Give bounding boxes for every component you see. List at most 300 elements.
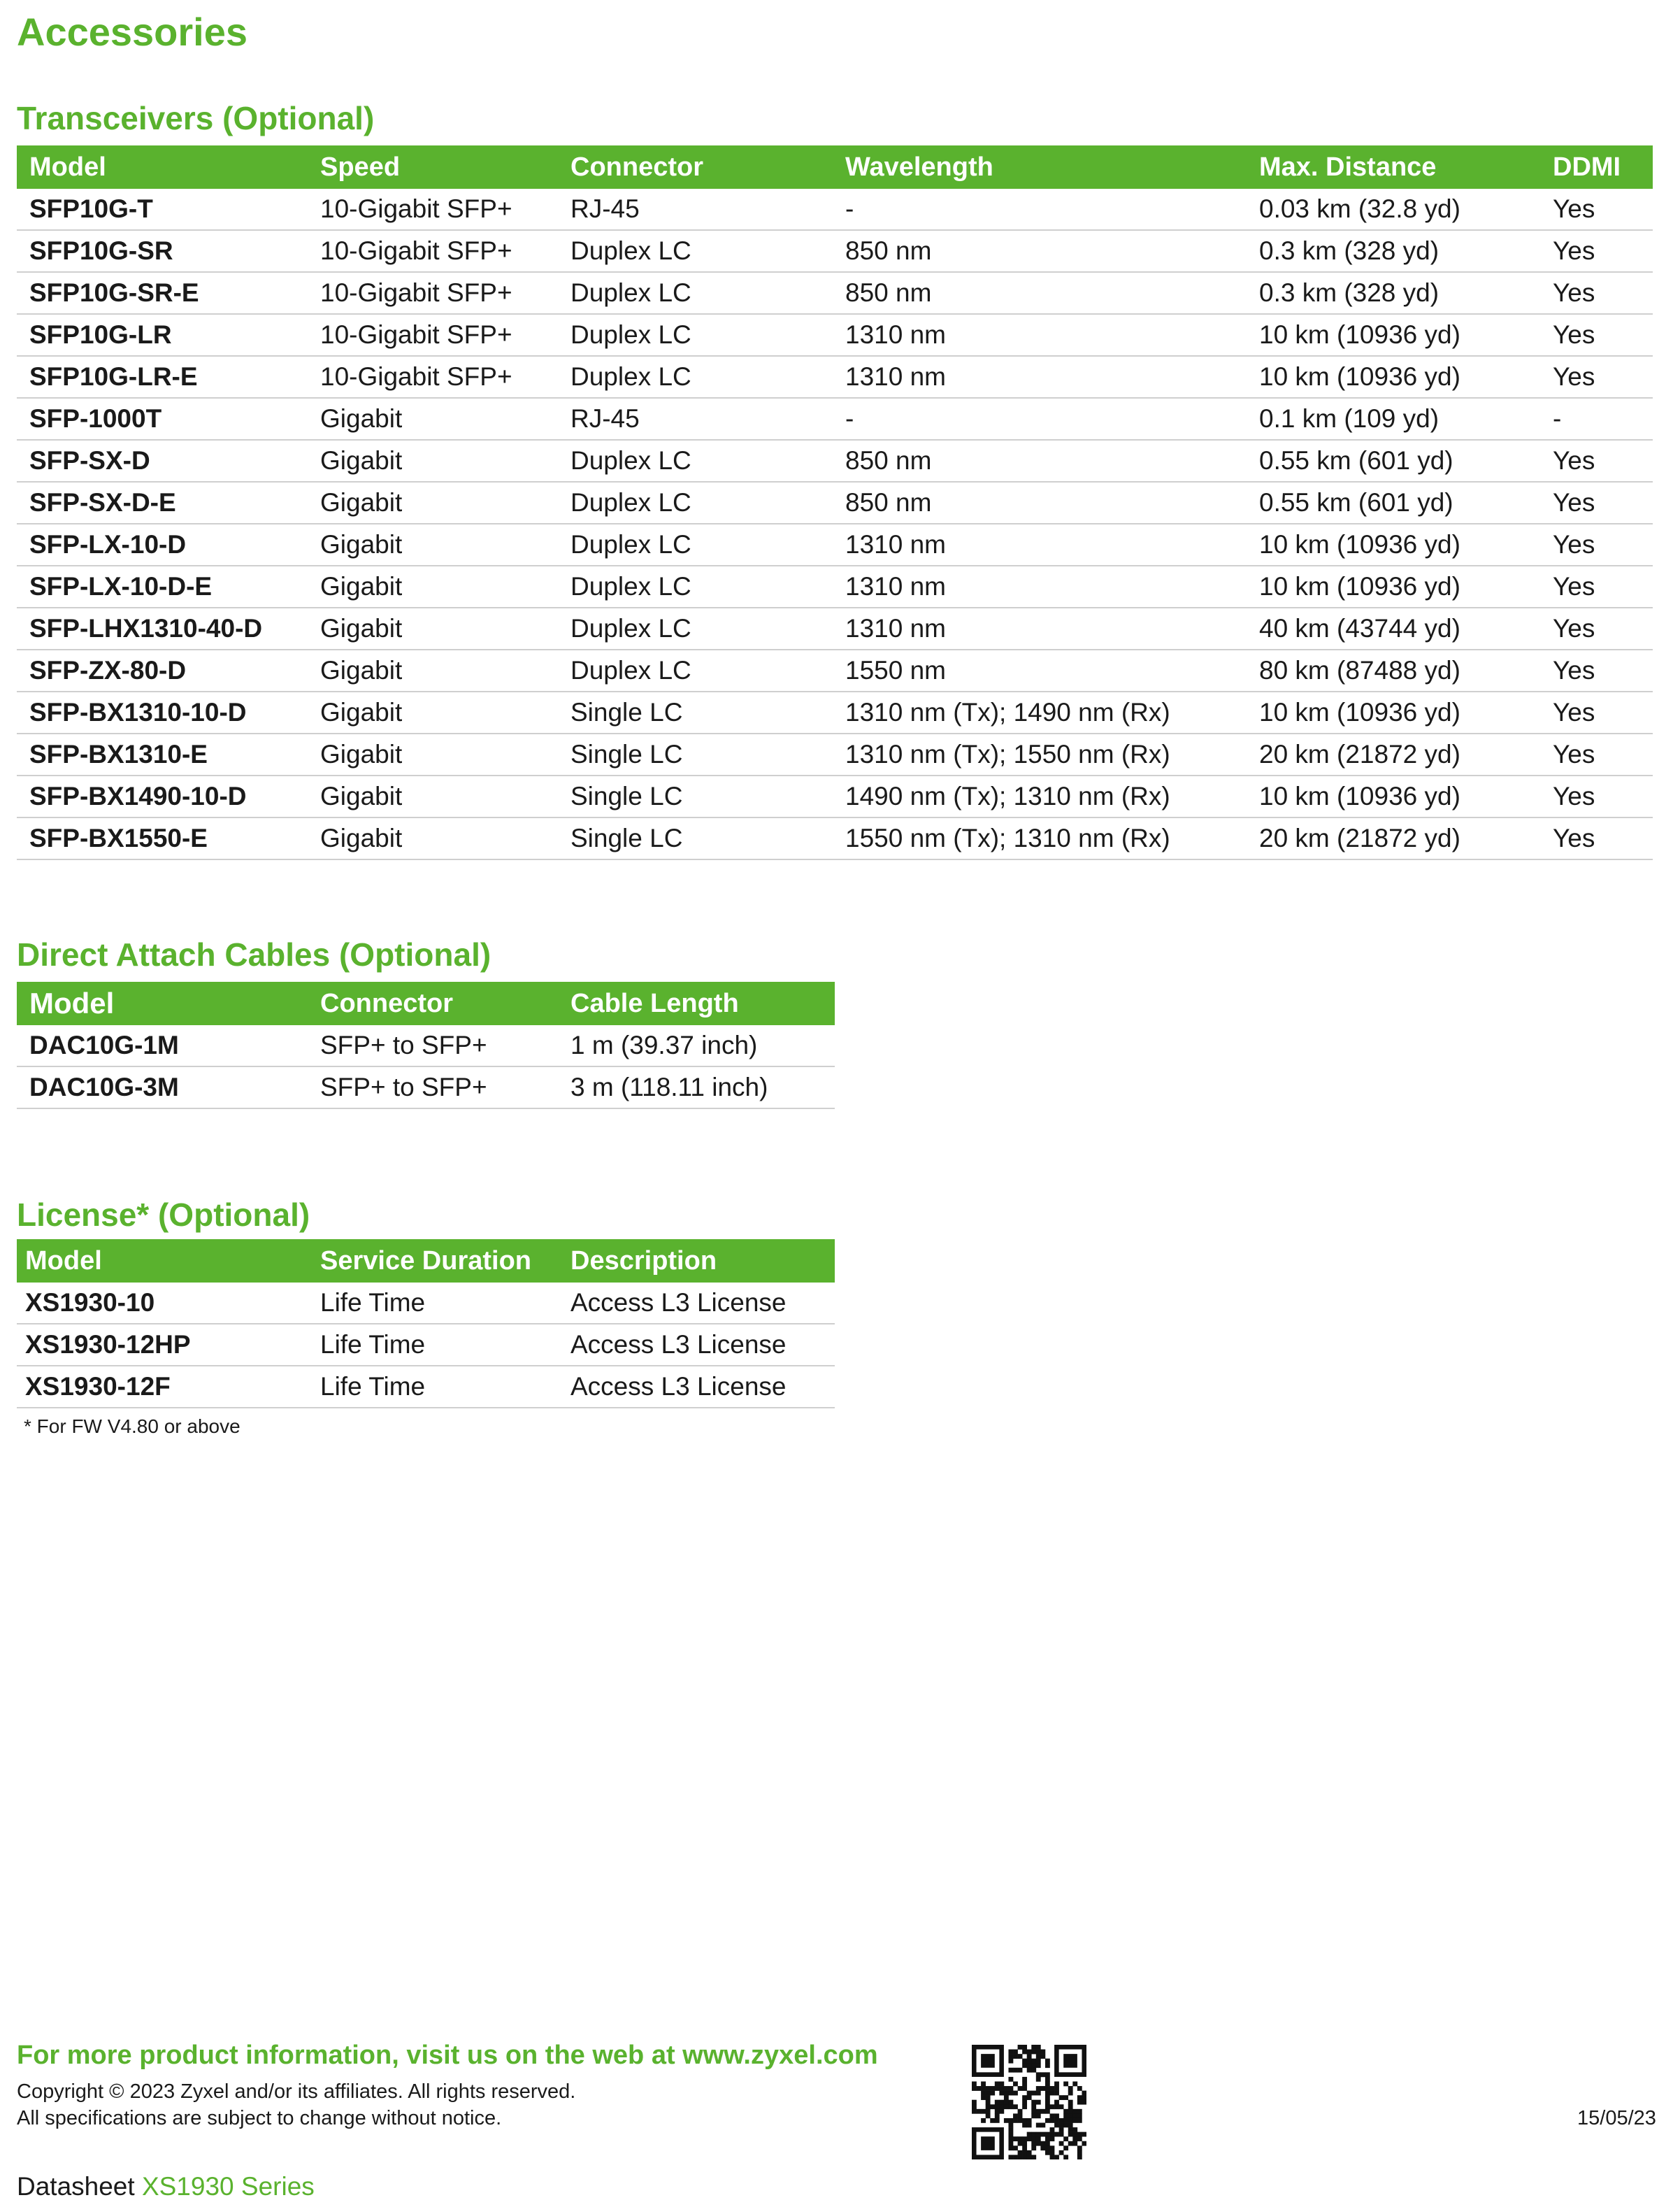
qr-module <box>1031 2091 1036 2096</box>
table-cell: Gigabit <box>308 776 558 817</box>
table-row <box>17 608 1653 650</box>
qr-module <box>986 2100 991 2105</box>
qr-finder-inner <box>1063 2054 1077 2068</box>
qr-module <box>977 2109 982 2114</box>
qr-module <box>1004 2095 1009 2100</box>
qr-module <box>1022 2050 1027 2055</box>
qr-module <box>1050 2086 1055 2091</box>
qr-module <box>1022 2141 1027 2146</box>
qr-module <box>1018 2150 1023 2155</box>
model-cell: SFP-LHX1310-40-D <box>17 608 308 650</box>
qr-module <box>1008 2104 1013 2109</box>
qr-module <box>1068 2086 1073 2091</box>
table-cell: Single LC <box>558 776 833 817</box>
qr-module <box>1008 2054 1013 2059</box>
table-cell: 1310 nm <box>833 314 1247 356</box>
table-cell: Access L3 License <box>558 1366 835 1408</box>
qr-module <box>1077 2095 1082 2100</box>
qr-module <box>1008 2100 1013 2105</box>
table-cell: 850 nm <box>833 272 1247 314</box>
model-cell: SFP10G-T <box>17 189 308 230</box>
table-cell: 850 nm <box>833 440 1247 482</box>
qr-module <box>995 2113 1000 2118</box>
qr-module <box>1068 2132 1073 2137</box>
qr-module <box>1068 2104 1073 2109</box>
qr-module <box>1022 2045 1027 2050</box>
qr-module <box>1059 2141 1064 2146</box>
qr-module <box>1077 2155 1082 2159</box>
model-cell: SFP10G-LR <box>17 314 308 356</box>
table-cell: 10 km (10936 yd) <box>1247 524 1540 566</box>
qr-module <box>1068 2123 1073 2128</box>
qr-module <box>1031 2104 1036 2109</box>
qr-module <box>1045 2118 1050 2123</box>
qr-module <box>1013 2145 1018 2150</box>
qr-module <box>1022 2136 1027 2141</box>
qr-module <box>995 2086 1000 2091</box>
table-cell: Gigabit <box>308 734 558 776</box>
qr-module <box>1013 2155 1018 2159</box>
table-cell: RJ-45 <box>558 189 833 230</box>
qr-module <box>1008 2155 1013 2159</box>
column-header: Connector <box>308 982 558 1025</box>
qr-module <box>1068 2109 1073 2114</box>
date-text: 15/05/23 <box>1577 2107 1656 2129</box>
qr-module <box>1050 2150 1055 2155</box>
qr-module <box>1008 2068 1013 2073</box>
table-cell: 10 km (10936 yd) <box>1247 356 1540 398</box>
table-cell: 10-Gigabit SFP+ <box>308 272 558 314</box>
qr-module <box>1072 2136 1077 2141</box>
qr-module <box>1050 2145 1055 2150</box>
qr-module <box>1040 2145 1045 2150</box>
qr-module <box>995 2104 1000 2109</box>
table-cell: 1310 nm (Tx); 1550 nm (Rx) <box>833 734 1247 776</box>
qr-module <box>1004 2100 1009 2105</box>
qr-module <box>1031 2045 1036 2050</box>
qr-module <box>1036 2063 1041 2068</box>
table-cell: 850 nm <box>833 482 1247 524</box>
table-row <box>17 734 1653 776</box>
qr-module <box>1013 2136 1018 2141</box>
model-cell: DAC10G-1M <box>17 1025 308 1066</box>
qr-module <box>981 2091 986 2096</box>
model-cell: DAC10G-3M <box>17 1066 308 1108</box>
qr-module <box>1022 2100 1027 2105</box>
qr-module <box>999 2109 1004 2114</box>
qr-module <box>1050 2132 1055 2137</box>
qr-module <box>1013 2050 1018 2055</box>
table-cell: 1550 nm <box>833 650 1247 692</box>
table-cell: 1310 nm (Tx); 1490 nm (Rx) <box>833 692 1247 734</box>
qr-module <box>1008 2118 1013 2123</box>
qr-module <box>1013 2081 1018 2086</box>
qr-module <box>1013 2118 1018 2123</box>
model-cell: SFP-1000T <box>17 398 308 440</box>
qr-module <box>1036 2113 1041 2118</box>
qr-module <box>1077 2136 1082 2141</box>
qr-module <box>972 2081 977 2086</box>
table-cell: Duplex LC <box>558 356 833 398</box>
qr-module <box>1031 2109 1036 2114</box>
qr-module <box>1072 2127 1077 2132</box>
qr-module <box>1027 2095 1032 2100</box>
table-row <box>17 230 1653 272</box>
table-cell: 0.3 km (328 yd) <box>1247 272 1540 314</box>
qr-module <box>1008 2145 1013 2150</box>
table-row <box>17 189 1653 230</box>
column-header: Wavelength <box>833 145 1247 189</box>
qr-module <box>1036 2123 1041 2128</box>
model-cell: XS1930-12HP <box>17 1324 308 1366</box>
model-cell: SFP-BX1310-E <box>17 734 308 776</box>
qr-module <box>1077 2145 1082 2150</box>
datasheet-label <box>17 2172 315 2201</box>
qr-module <box>1022 2059 1027 2064</box>
qr-module <box>1031 2063 1036 2068</box>
table-cell: Yes <box>1540 817 1653 859</box>
table-row <box>17 272 1653 314</box>
table-header-row <box>17 145 1653 189</box>
qr-module <box>1077 2118 1082 2123</box>
qr-module <box>1008 2136 1013 2141</box>
table-cell: 0.03 km (32.8 yd) <box>1247 189 1540 230</box>
qr-module <box>1077 2113 1082 2118</box>
qr-module <box>1022 2123 1027 2128</box>
qr-module <box>1072 2113 1077 2118</box>
table-cell: 0.3 km (328 yd) <box>1247 230 1540 272</box>
table-row <box>17 1283 835 1324</box>
qr-module <box>1050 2127 1055 2132</box>
qr-module <box>1050 2136 1055 2141</box>
qr-module <box>1018 2054 1023 2059</box>
table-cell: 10-Gigabit SFP+ <box>308 356 558 398</box>
qr-module <box>1040 2123 1045 2128</box>
qr-module <box>977 2086 982 2091</box>
table-cell: Duplex LC <box>558 314 833 356</box>
qr-module <box>1063 2113 1068 2118</box>
qr-module <box>999 2104 1004 2109</box>
qr-module <box>1040 2054 1045 2059</box>
qr-module <box>1054 2104 1059 2109</box>
model-cell: SFP-ZX-80-D <box>17 650 308 692</box>
dac-heading: Direct Attach Cables (Optional) <box>17 936 491 973</box>
table-cell: Access L3 License <box>558 1283 835 1324</box>
qr-module <box>1022 2077 1027 2082</box>
transceivers-heading: Transceivers (Optional) <box>17 100 375 136</box>
column-header: Cable Length <box>558 982 835 1025</box>
table-cell: 10-Gigabit SFP+ <box>308 230 558 272</box>
table-cell: 1310 nm <box>833 524 1247 566</box>
column-header: Speed <box>308 145 558 189</box>
qr-module <box>1022 2095 1027 2100</box>
qr-module <box>1008 2091 1013 2096</box>
license-body <box>17 1283 835 1408</box>
table-cell: 40 km (43744 yd) <box>1247 608 1540 650</box>
table-cell: Duplex LC <box>558 608 833 650</box>
column-header: Description <box>558 1239 835 1283</box>
table-cell: Yes <box>1540 734 1653 776</box>
qr-module <box>1045 2086 1050 2091</box>
transceivers-body <box>17 189 1653 859</box>
qr-module <box>1008 2132 1013 2137</box>
table-cell: Gigabit <box>308 482 558 524</box>
table-row <box>17 1324 835 1366</box>
table-row <box>17 817 1653 859</box>
qr-module <box>1036 2077 1041 2082</box>
table-cell: 10 km (10936 yd) <box>1247 566 1540 608</box>
table-cell: Duplex LC <box>558 440 833 482</box>
qr-module <box>1018 2086 1023 2091</box>
qr-module <box>1077 2100 1082 2105</box>
column-header: Service Duration <box>308 1239 558 1283</box>
model-cell: XS1930-12F <box>17 1366 308 1408</box>
qr-module <box>1077 2086 1082 2091</box>
qr-module <box>981 2095 986 2100</box>
model-cell: SFP-LX-10-D <box>17 524 308 566</box>
table-cell: 20 km (21872 yd) <box>1247 817 1540 859</box>
model-cell: SFP10G-SR-E <box>17 272 308 314</box>
qr-module <box>986 2113 991 2118</box>
qr-module <box>1054 2155 1059 2159</box>
table-cell: Gigabit <box>308 817 558 859</box>
qr-module <box>1077 2150 1082 2155</box>
qr-module <box>1045 2145 1050 2150</box>
qr-module <box>1072 2118 1077 2123</box>
qr-module <box>1068 2100 1073 2105</box>
qr-module <box>1063 2136 1068 2141</box>
qr-module <box>1027 2118 1032 2123</box>
qr-module <box>1068 2118 1073 2123</box>
qr-module <box>1022 2081 1027 2086</box>
qr-module <box>1031 2050 1036 2055</box>
table-cell: Yes <box>1540 524 1653 566</box>
qr-module <box>972 2100 977 2105</box>
qr-module <box>1063 2081 1068 2086</box>
qr-module <box>1082 2095 1086 2100</box>
table-cell: SFP+ to SFP+ <box>308 1066 558 1108</box>
table-cell: Yes <box>1540 482 1653 524</box>
qr-module <box>1054 2086 1059 2091</box>
qr-module <box>1018 2118 1023 2123</box>
table-cell: 10-Gigabit SFP+ <box>308 189 558 230</box>
qr-module <box>1022 2063 1027 2068</box>
qr-module <box>1077 2109 1082 2114</box>
qr-module <box>1040 2109 1045 2114</box>
qr-module <box>1018 2113 1023 2118</box>
qr-module <box>1036 2086 1041 2091</box>
qr-module <box>1018 2068 1023 2073</box>
qr-module <box>1063 2145 1068 2150</box>
qr-module <box>1063 2109 1068 2114</box>
table-cell: 3 m (118.11 inch) <box>558 1066 835 1108</box>
table-cell: Yes <box>1540 314 1653 356</box>
qr-module <box>1022 2150 1027 2155</box>
qr-module <box>1040 2072 1045 2077</box>
qr-module <box>1054 2100 1059 2105</box>
qr-module <box>1040 2086 1045 2091</box>
qr-module <box>1054 2132 1059 2137</box>
model-cell: SFP-LX-10-D-E <box>17 566 308 608</box>
qr-module <box>986 2095 991 2100</box>
qr-module <box>1013 2068 1018 2073</box>
column-header: Model <box>17 145 308 189</box>
table-cell: Yes <box>1540 566 1653 608</box>
qr-module <box>981 2109 986 2114</box>
series-name: XS1930 Series <box>141 2172 315 2201</box>
qr-module <box>972 2109 977 2114</box>
qr-module <box>1036 2059 1041 2064</box>
license-footnote: * For FW V4.80 or above <box>24 1415 240 1437</box>
qr-module <box>990 2091 995 2096</box>
model-cell: SFP10G-LR-E <box>17 356 308 398</box>
qr-module <box>1004 2118 1009 2123</box>
qr-module <box>1027 2150 1032 2155</box>
qr-module <box>1077 2132 1082 2137</box>
table-cell: - <box>833 189 1247 230</box>
qr-module <box>1059 2127 1064 2132</box>
table-cell: Yes <box>1540 189 1653 230</box>
qr-module <box>1027 2132 1032 2137</box>
table-row <box>17 356 1653 398</box>
table-header-row <box>17 1239 835 1283</box>
qr-module <box>1045 2059 1050 2064</box>
qr-module <box>1072 2109 1077 2114</box>
table-row <box>17 566 1653 608</box>
qr-module <box>1008 2077 1013 2082</box>
table-cell: 1310 nm <box>833 356 1247 398</box>
table-cell: Gigabit <box>308 692 558 734</box>
table-cell: 0.55 km (601 yd) <box>1247 482 1540 524</box>
table-row <box>17 398 1653 440</box>
qr-module <box>1045 2077 1050 2082</box>
notice-text: All specifications are subject to change without notice. <box>17 2107 502 2129</box>
table-cell: 0.55 km (601 yd) <box>1247 440 1540 482</box>
qr-module <box>1082 2091 1086 2096</box>
table-cell: - <box>1540 398 1653 440</box>
table-cell: Yes <box>1540 692 1653 734</box>
qr-module <box>1008 2086 1013 2091</box>
column-header: Model <box>17 982 308 1025</box>
qr-module <box>1027 2155 1032 2159</box>
table-cell: Yes <box>1540 272 1653 314</box>
qr-module <box>1045 2072 1050 2077</box>
qr-module <box>1040 2050 1045 2055</box>
qr-module <box>1022 2104 1027 2109</box>
qr-module <box>1031 2155 1036 2159</box>
model-cell: SFP10G-SR <box>17 230 308 272</box>
table-cell: 20 km (21872 yd) <box>1247 734 1540 776</box>
qr-module <box>1027 2054 1032 2059</box>
qr-module <box>1045 2091 1050 2096</box>
qr-code-graphic <box>972 2045 1086 2159</box>
qr-module <box>1027 2068 1032 2073</box>
qr-module <box>1031 2145 1036 2150</box>
model-cell: SFP-SX-D <box>17 440 308 482</box>
qr-module <box>999 2091 1004 2096</box>
table-row <box>17 650 1653 692</box>
qr-module <box>1059 2123 1064 2128</box>
qr-module <box>981 2118 986 2123</box>
table-row <box>17 314 1653 356</box>
column-header: Connector <box>558 145 833 189</box>
qr-module <box>981 2081 986 2086</box>
qr-module <box>999 2086 1004 2091</box>
qr-module <box>1036 2091 1041 2096</box>
table-cell: Single LC <box>558 734 833 776</box>
qr-module <box>1054 2113 1059 2118</box>
qr-module <box>1031 2132 1036 2137</box>
table-cell: SFP+ to SFP+ <box>308 1025 558 1066</box>
table-cell: Life Time <box>308 1283 558 1324</box>
qr-module <box>986 2104 991 2109</box>
qr-module <box>1040 2141 1045 2146</box>
table-cell: 10 km (10936 yd) <box>1247 692 1540 734</box>
qr-module <box>1022 2086 1027 2091</box>
table-header-row <box>17 982 835 1025</box>
qr-module <box>1045 2132 1050 2137</box>
qr-module <box>1022 2118 1027 2123</box>
qr-module <box>972 2086 977 2091</box>
qr-module <box>1072 2141 1077 2146</box>
qr-module <box>1054 2081 1059 2086</box>
table-cell: 1310 nm <box>833 566 1247 608</box>
table-cell: Gigabit <box>308 440 558 482</box>
qr-module <box>1045 2081 1050 2086</box>
table-cell: Gigabit <box>308 608 558 650</box>
qr-module <box>1036 2050 1041 2055</box>
qr-module <box>986 2109 991 2114</box>
table-cell: 1310 nm <box>833 608 1247 650</box>
qr-module <box>1027 2136 1032 2141</box>
table-row <box>17 1366 835 1408</box>
qr-module <box>1045 2109 1050 2114</box>
qr-module <box>1045 2104 1050 2109</box>
qr-module <box>1018 2141 1023 2146</box>
qr-module <box>1040 2132 1045 2137</box>
qr-module <box>1045 2150 1050 2155</box>
qr-module <box>1027 2050 1032 2055</box>
table-cell: Yes <box>1540 356 1653 398</box>
qr-module <box>1031 2113 1036 2118</box>
qr-module <box>1036 2109 1041 2114</box>
qr-module <box>1027 2091 1032 2096</box>
qr-module <box>1063 2155 1068 2159</box>
qr-module <box>1018 2136 1023 2141</box>
qr-module <box>1050 2113 1055 2118</box>
model-cell: SFP-BX1310-10-D <box>17 692 308 734</box>
table-cell: - <box>833 398 1247 440</box>
qr-module <box>1045 2136 1050 2141</box>
qr-module <box>1018 2109 1023 2114</box>
qr-module <box>995 2109 1000 2114</box>
dac-body <box>17 1025 835 1108</box>
table-cell: 1490 nm (Tx); 1310 nm (Rx) <box>833 776 1247 817</box>
website-text: For more product information, visit us on the web at www.zyxel.com <box>17 2041 878 2070</box>
table-row <box>17 1025 835 1066</box>
qr-module <box>1045 2100 1050 2105</box>
qr-module <box>1068 2091 1073 2096</box>
license-table <box>17 1239 835 1408</box>
qr-module <box>1045 2063 1050 2068</box>
qr-module <box>990 2118 995 2123</box>
column-header: DDMI <box>1540 145 1653 189</box>
qr-module <box>999 2081 1004 2086</box>
qr-module <box>1063 2095 1068 2100</box>
qr-module <box>1036 2132 1041 2137</box>
qr-module <box>1082 2100 1086 2105</box>
qr-module <box>1013 2054 1018 2059</box>
